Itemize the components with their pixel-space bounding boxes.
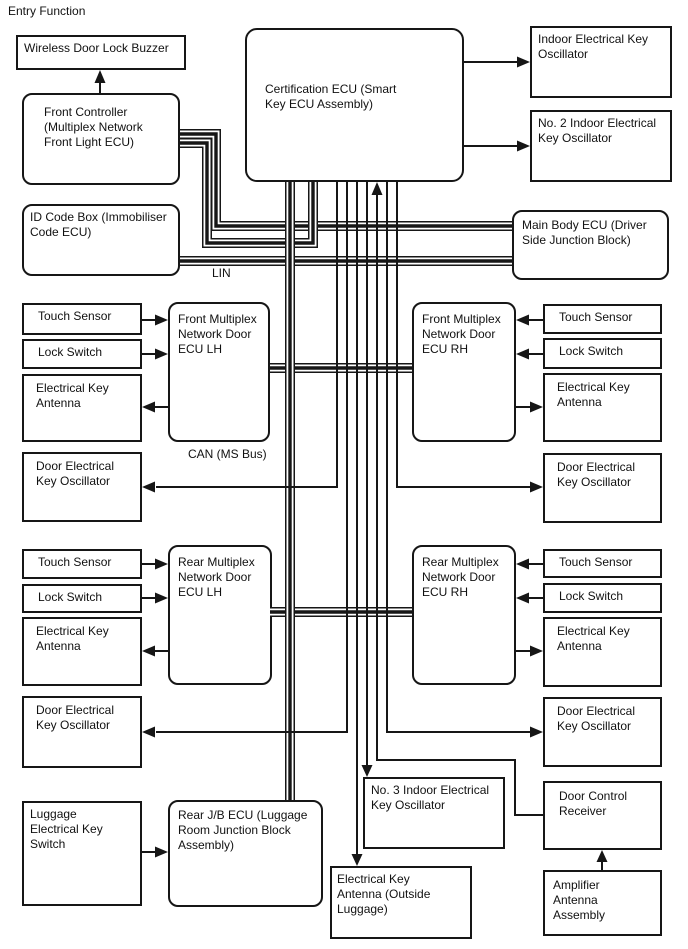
- wire-antenna-rl: [142, 646, 168, 657]
- wire-touch-sensor-fr: [516, 315, 543, 326]
- node-door-electrical-key-oscillator-front-left: Door Electrical Key Oscillator: [22, 452, 142, 522]
- node-lock-switch-rear-left: Lock Switch: [22, 584, 142, 613]
- wire-antenna-outside-luggage: [352, 182, 363, 866]
- node-touch-sensor-rear-right: Touch Sensor: [543, 549, 662, 578]
- wire-front-controller-to-buzzer: [95, 70, 106, 93]
- wire-lock-switch-fl: [142, 349, 168, 360]
- wire-antenna-fl: [142, 402, 168, 413]
- node-front-multiplex-door-ecu-rh: Front Multiplex Network Door ECU RH: [412, 302, 516, 442]
- node-amplifier-antenna-assembly: Amplifier Antenna Assembly: [543, 870, 662, 936]
- node-touch-sensor-front-left: Touch Sensor: [22, 303, 142, 335]
- node-front-controller: Front Controller (Multiplex Network Front Light ECU): [22, 93, 180, 185]
- lin-bus-label: LIN: [212, 266, 231, 280]
- wire-luggage-key-switch-to-rear-jb: [142, 847, 168, 858]
- node-rear-multiplex-door-ecu-lh: Rear Multiplex Network Door ECU LH: [168, 545, 272, 685]
- wire-lock-switch-rr: [516, 593, 543, 604]
- node-wireless-door-lock-buzzer: Wireless Door Lock Buzzer: [16, 35, 186, 70]
- wire-antenna-fr: [516, 402, 543, 413]
- node-door-electrical-key-oscillator-rear-left: Door Electrical Key Oscillator: [22, 696, 142, 768]
- wire-touch-sensor-rl: [142, 559, 168, 570]
- can-bus-label: CAN (MS Bus): [188, 447, 267, 461]
- node-no3-indoor-electrical-key-oscillator: No. 3 Indoor Electrical Key Oscillator: [363, 777, 505, 849]
- node-front-multiplex-door-ecu-lh: Front Multiplex Network Door ECU LH: [168, 302, 270, 442]
- node-certification-ecu: Certification ECU (Smart Key ECU Assembly): [245, 28, 464, 182]
- wire-antenna-rr: [516, 646, 543, 657]
- wire-certification-to-indoor-oscillator: [464, 57, 530, 68]
- node-rear-jb-ecu: Rear J/B ECU (Luggage Room Junction Block Assembly): [168, 800, 323, 907]
- node-no2-indoor-electrical-key-oscillator: No. 2 Indoor Electrical Key Oscillator: [530, 110, 672, 182]
- node-electrical-key-antenna-front-right: Electrical Key Antenna: [543, 373, 662, 442]
- node-lock-switch-front-left: Lock Switch: [22, 339, 142, 369]
- node-rear-multiplex-door-ecu-rh: Rear Multiplex Network Door ECU RH: [412, 545, 516, 685]
- node-door-electrical-key-oscillator-front-right: Door Electrical Key Oscillator: [543, 453, 662, 523]
- node-door-control-receiver: Door Control Receiver: [543, 781, 662, 850]
- node-touch-sensor-front-right: Touch Sensor: [543, 304, 662, 334]
- wire-amplifier-to-door-control-receiver: [597, 850, 608, 870]
- node-luggage-electrical-key-switch: Luggage Electrical Key Switch: [22, 801, 142, 906]
- wire-lock-switch-fr: [516, 349, 543, 360]
- wire-no3-indoor-oscillator: [362, 182, 373, 777]
- node-door-electrical-key-oscillator-rear-right: Door Electrical Key Oscillator: [543, 697, 662, 767]
- node-id-code-box: ID Code Box (Immobiliser Code ECU): [22, 204, 180, 276]
- node-electrical-key-antenna-front-left: Electrical Key Antenna: [22, 374, 142, 442]
- node-lock-switch-rear-right: Lock Switch: [543, 583, 662, 613]
- node-touch-sensor-rear-left: Touch Sensor: [22, 549, 142, 579]
- node-main-body-ecu: Main Body ECU (Driver Side Junction Block): [512, 210, 669, 280]
- node-electrical-key-antenna-rear-right: Electrical Key Antenna: [543, 617, 662, 687]
- node-lock-switch-front-right: Lock Switch: [543, 338, 662, 369]
- node-electrical-key-antenna-rear-left: Electrical Key Antenna: [22, 617, 142, 686]
- wire-touch-sensor-rr: [516, 559, 543, 570]
- wire-touch-sensor-fl: [142, 315, 168, 326]
- page-title: Entry Function: [8, 4, 86, 18]
- node-electrical-key-antenna-outside-luggage: Electrical Key Antenna (Outside Luggage): [330, 866, 472, 939]
- wire-lock-switch-rl: [142, 593, 168, 604]
- node-indoor-electrical-key-oscillator: Indoor Electrical Key Oscillator: [530, 26, 672, 98]
- wire-certification-to-no2-indoor-oscillator: [464, 141, 530, 152]
